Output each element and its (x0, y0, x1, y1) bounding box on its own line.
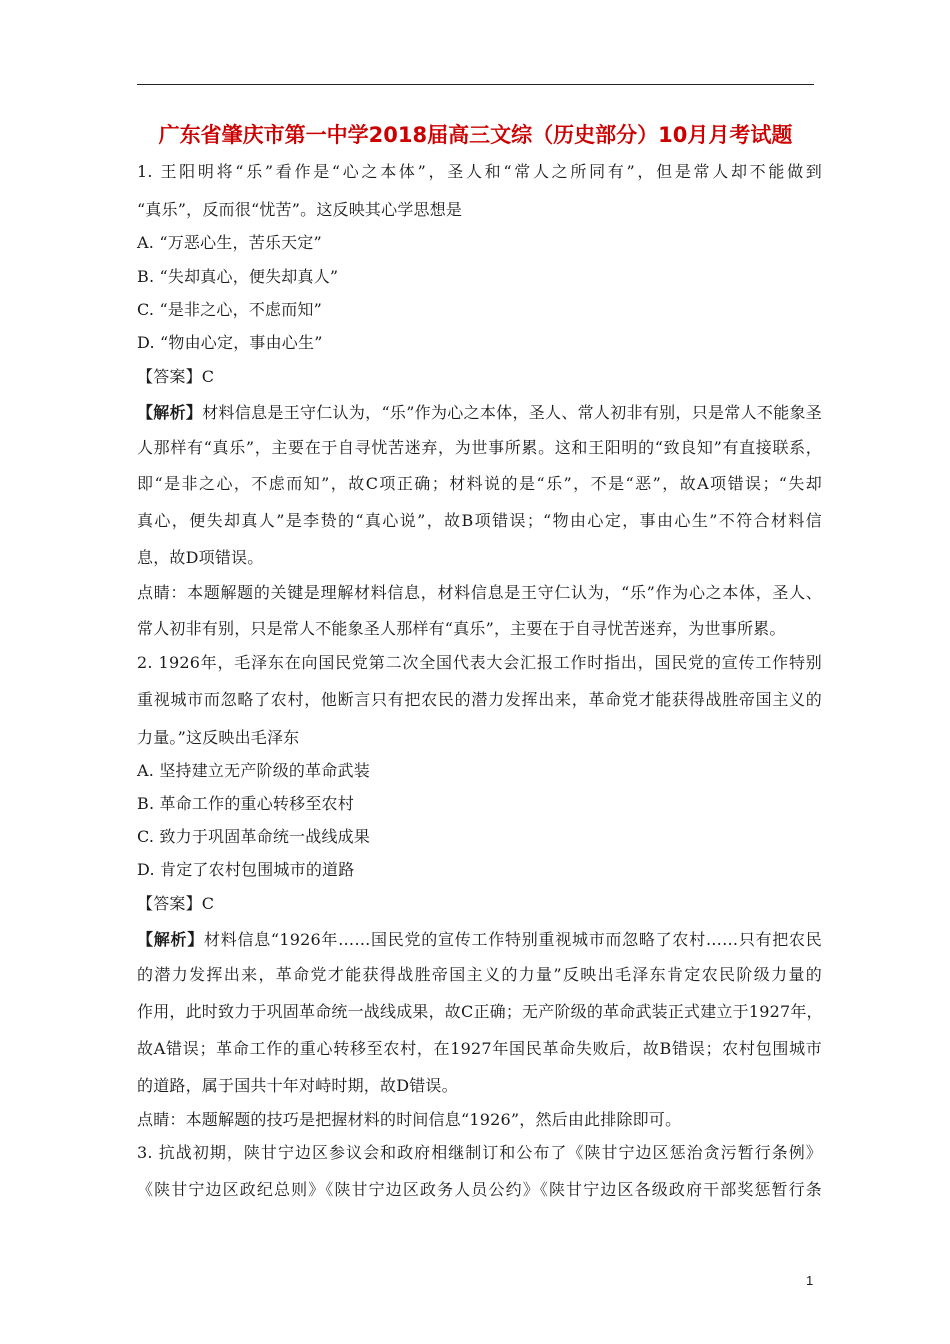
q2-option-b: B. 革命工作的重心转移至农村 (137, 794, 354, 813)
q1-comment-line-1: 点睛：本题解题的关键是理解材料信息，材料信息是王守仁认为，“乐”作为心之本体，圣人、 (137, 583, 822, 602)
q2-analysis-line-4: 故A错误；革命工作的重心转移至农村，在1927年国民革命失败后，故B错误；农村包围城市 (137, 1039, 822, 1058)
q2-stem-line-3: 力量。”这反映出毛泽东 (137, 728, 300, 747)
q1-analysis-line-5: 息，故D项错误。 (137, 548, 264, 567)
q1-option-a: A. “万恶心生，苦乐天定” (137, 233, 322, 252)
q3-stem-line-1: 3. 抗战初期，陕甘宁边区参议会和政府相继制订和公布了《陕甘宁边区惩治贪污暂行条例》 (137, 1143, 822, 1162)
q1-analysis-line-1 (137, 400, 822, 426)
q2-analysis-line-2: 的潜力发挥出来，革命党才能获得战胜帝国主义的力量”反映出毛泽东肯定农民阶级力量的 (137, 965, 822, 984)
q1-analysis-line-3: 即“是非之心，不虑而知”，故C项正确；材料说的是“乐”，不是“恶”，故A项错误；“失却 (137, 474, 822, 493)
q1-option-b: B. “失却真心，便失却真人” (137, 267, 339, 286)
q1-analysis-line-2: 人那样有“真乐”，主要在于自寻忧苦迷弃，为世事所累。这和王阳明的“致良知”有直接联系， (137, 438, 822, 457)
q1-option-d: D. “物由心定，事由心生” (137, 333, 323, 352)
q2-stem-line-2: 重视城市而忽略了农村，他断言只有把农民的潜力发挥出来，革命党才能获得战胜帝国主义的 (137, 690, 822, 709)
q1-stem-line-1: 1. 王阳明将“乐”看作是“心之本体”，圣人和“常人之所同有”，但是常人却不能做到 (137, 162, 822, 181)
q1-analysis-tag: 【解析】 (137, 403, 203, 422)
q2-analysis-line-5: 的道路，属于国共十年对峙时期，故D错误。 (137, 1076, 458, 1095)
q2-stem-line-1: 2. 1926年，毛泽东在向国民党第二次全国代表大会汇报工作时指出，国民党的宣传工作特别 (137, 653, 822, 672)
q2-option-a: A. 坚持建立无产阶级的革命武装 (137, 761, 370, 780)
q3-stem-line-2: 《陕甘宁边区政纪总则》《陕甘宁边区政务人员公约》《陕甘宁边区各级政府干部奖惩暂行条 (137, 1180, 822, 1199)
q1-answer: 【答案】C (137, 367, 215, 386)
q2-analysis-line-1 (137, 927, 822, 953)
q2-option-d: D. 肯定了农村包围城市的道路 (137, 860, 355, 879)
page-number: 1 (806, 1273, 814, 1288)
q2-analysis-text-1: 材料信息“1926年……国民党的宣传工作特别重视城市而忽略了农村……只有把农民 (203, 930, 822, 949)
q1-option-c: C. “是非之心，不虑而知” (137, 300, 323, 319)
q1-stem-line-2: “真乐”，反而很“忧苦”。这反映其心学思想是 (137, 200, 463, 219)
q1-analysis-line-4: 真心，便失却真人”是李贽的“真心说”，故B项错误；“物由心定，事由心生”不符合材料信 (137, 511, 822, 530)
header-rule (137, 84, 814, 85)
q2-option-c: C. 致力于巩固革命统一战线成果 (137, 827, 371, 846)
document-title: 广东省肇庆市第一中学2018届高三文综（历史部分）10月月考试题 (158, 123, 793, 147)
q2-answer: 【答案】C (137, 894, 215, 913)
q2-analysis-tag: 【解析】 (137, 930, 204, 949)
q2-comment-line-1: 点睛：本题解题的技巧是把握材料的时间信息“1926”，然后由此排除即可。 (137, 1110, 682, 1129)
q1-comment-line-2: 常人初非有别，只是常人不能象圣人那样有“真乐”，主要在于自寻忧苦迷弃，为世事所累。 (137, 619, 786, 638)
q2-analysis-line-3: 作用，此时致力于巩固革命统一战线成果，故C正确；无产阶级的革命武装正式建立于1927年， (137, 1002, 823, 1021)
q1-analysis-text-1: 材料信息是王守仁认为，“乐”作为心之本体，圣人、常人初非有别，只是常人不能象圣 (202, 403, 822, 422)
